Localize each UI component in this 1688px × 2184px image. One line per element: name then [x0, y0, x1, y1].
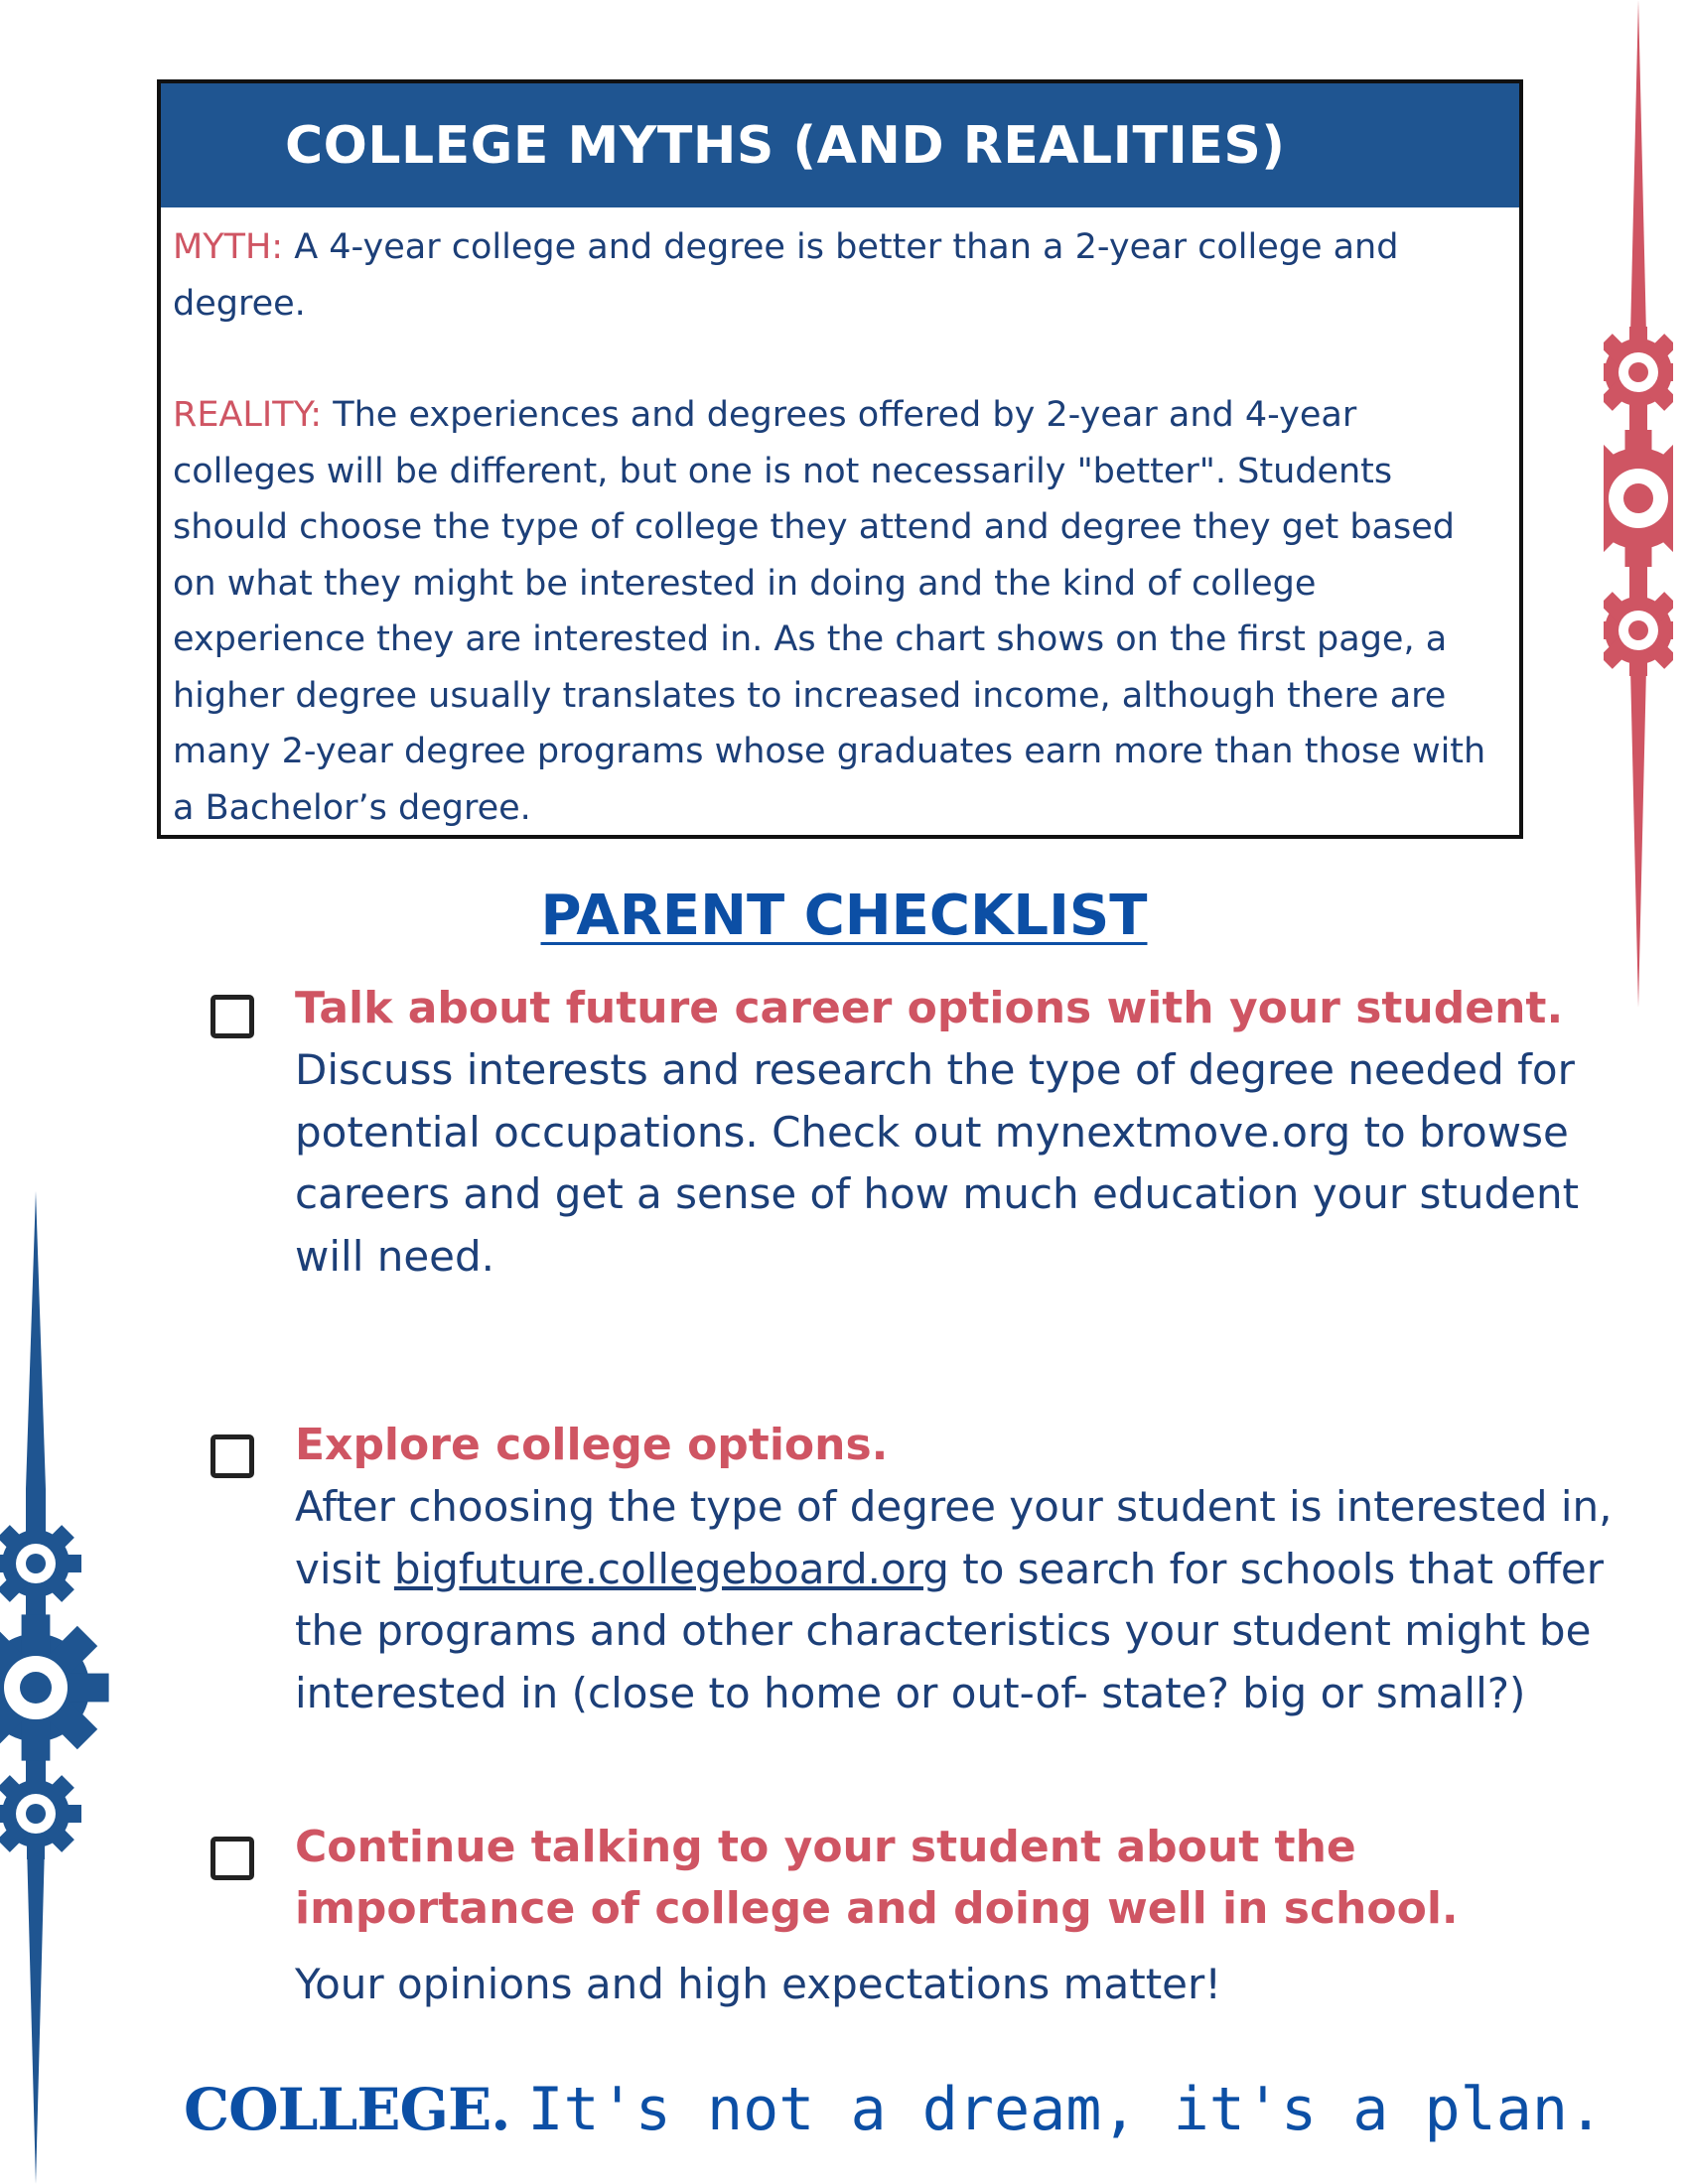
- item-description: Your opinions and high expectations matter!: [295, 1960, 1222, 2008]
- footer-tagline: [184, 2075, 1604, 2144]
- gear-icon: [1604, 430, 1673, 567]
- checklist-heading: [0, 884, 1688, 948]
- bigfuture-link[interactable]: bigfuture.collegeboard.org: [393, 1544, 949, 1593]
- item-description: [295, 1476, 1645, 1724]
- gear-icon: [1604, 585, 1673, 676]
- left-gear-rod: [0, 1191, 119, 2184]
- right-gear-rod: [1604, 0, 1673, 1008]
- desc-before-link: After choosing the type of degree your student is interested in, visit: [295, 1482, 1613, 1593]
- checkbox[interactable]: [211, 995, 254, 1038]
- gear-icon: [0, 1768, 81, 1859]
- myths-body: [161, 207, 1519, 836]
- gear-icon: [0, 1518, 81, 1609]
- item-title: Explore college options.: [295, 1420, 889, 1470]
- myth-label: MYTH:: [173, 227, 284, 267]
- checklist-title: PARENT CHECKLIST: [540, 884, 1148, 948]
- checkbox[interactable]: [211, 1434, 254, 1478]
- item-title: Talk about future career options with your student.: [295, 983, 1564, 1033]
- myths-header: [161, 83, 1519, 207]
- reality-label: REALITY:: [173, 395, 323, 435]
- item-description: Discuss interests and research the type of degree needed for potential occupations. Check out mynextmove.org to browse careers and get a sense of how much education your student will need.: [295, 1045, 1580, 1281]
- desc-after-link: to search for schools that offer the programs and other characteristics your student might be interested in (close to home or out-of- state? big or small?): [295, 1544, 1605, 1717]
- myths-box: [157, 79, 1523, 839]
- item-title: Continue talking to your student about the importance of college and doing well in school.: [295, 1822, 1459, 1934]
- myth-paragraph: [173, 219, 1505, 332]
- reality-text: The experiences and degrees offered by 2-year and 4-year colleges will be different, but one is not necessarily "better". Students should choose the type of college they attend and degree they get based on what they might be interested in doing and the kind of college experience they are interested in. As the chart shows on the first page, a higher degree usually translates to increased income, although there are many 2-year degree programs whose graduates earn more than those with a Bachelor’s degree.: [173, 395, 1486, 828]
- gear-icon: [1604, 327, 1673, 418]
- gear-icon: [0, 1614, 109, 1760]
- brand-word: COLLEGE.: [184, 2076, 510, 2143]
- myth-text: A 4-year college and degree is better than a 2-year college and degree.: [173, 227, 1399, 324]
- myths-title: COLLEGE MYTHS (AND REALITIES): [285, 115, 1286, 176]
- checkbox[interactable]: [211, 1837, 254, 1880]
- reality-paragraph: [173, 387, 1505, 836]
- tagline-text: It's not a dream, it's a plan.: [527, 2075, 1605, 2144]
